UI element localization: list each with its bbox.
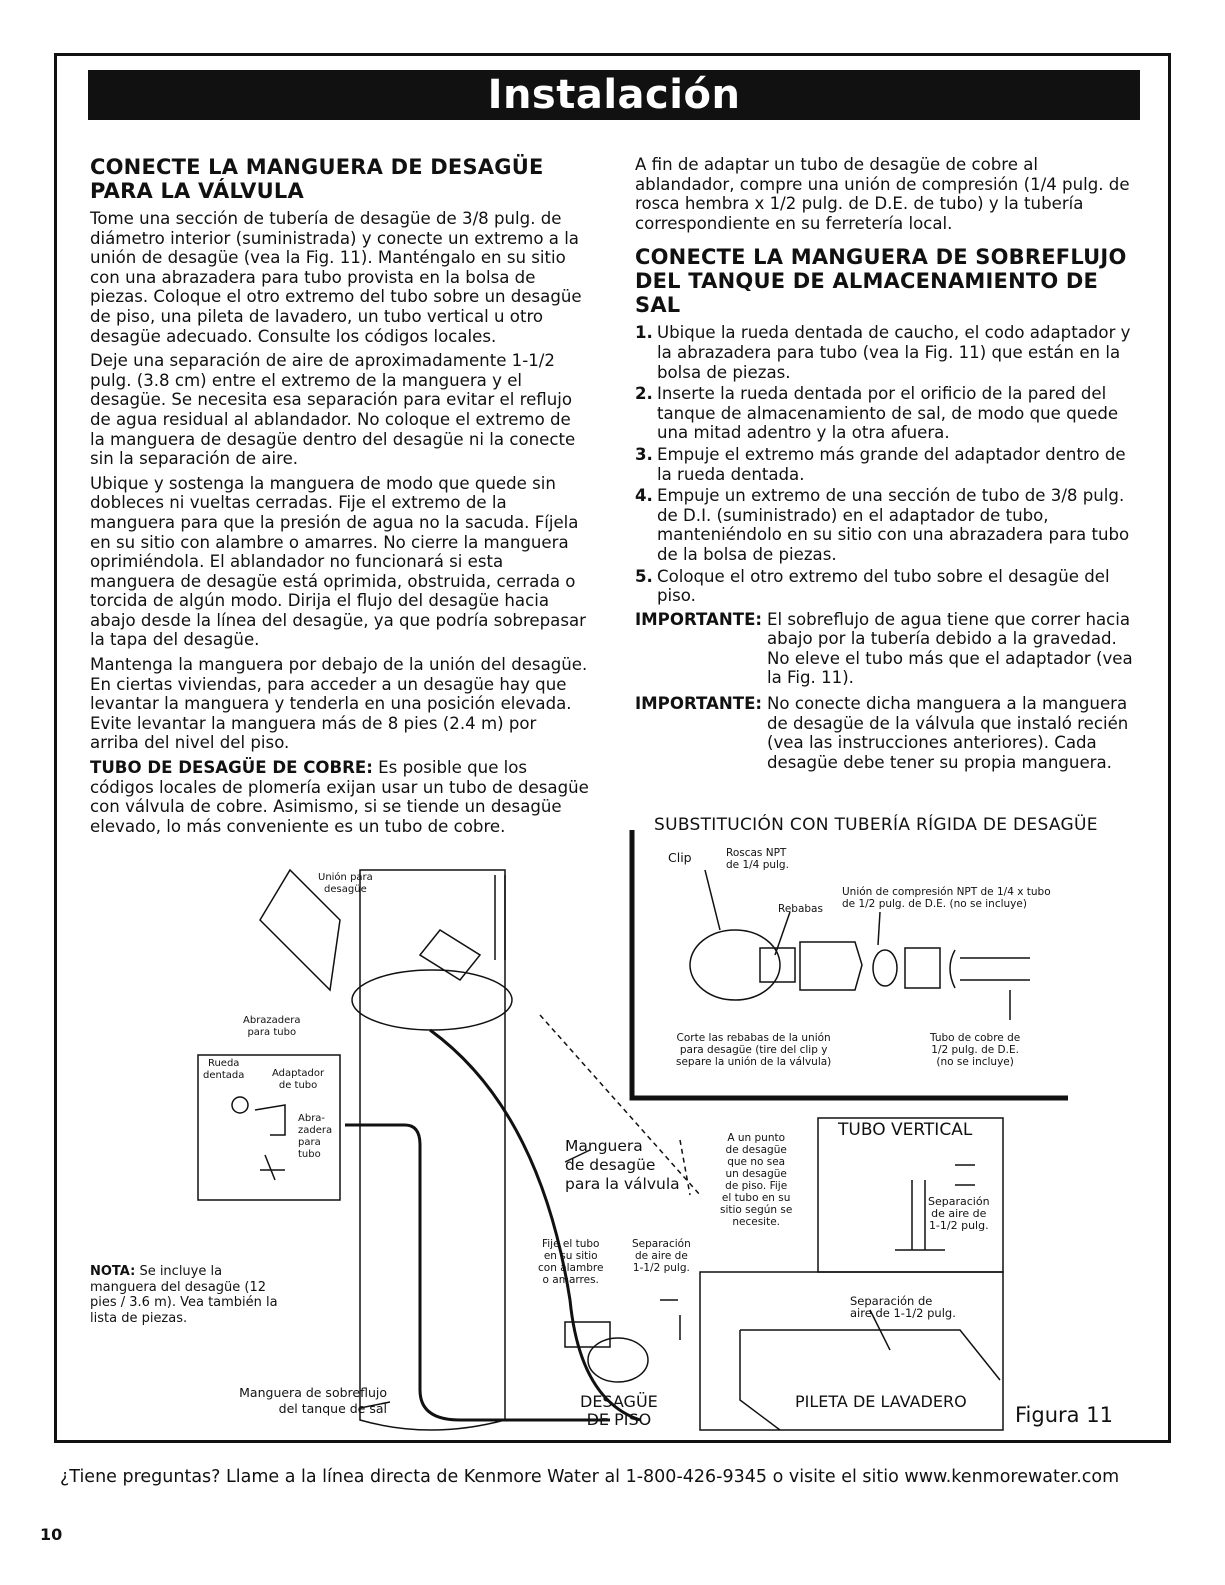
note-label: NOTA: [90,1264,136,1279]
label-pileta: PILETA DE LAVADERO [795,1392,967,1411]
figure-caption: Figura 11 [1015,1403,1113,1427]
list-item: 3. Empuje el extremo más grande del adaptador dentro de la rueda dentada. [635,444,1126,484]
label-tubo-vertical: TUBO VERTICAL [838,1120,973,1140]
list-item: 1. Ubique la rueda dentada de caucho, el codo adaptador y la abrazadera para tubo (vea la Fig. 11) que están en la bolsa de piezas. [635,323,1131,382]
copper-text: Es posible que los códigos locales de plomería exijan usar un tubo de desagüe con válvula de cobre. Asimismo, si se tiende un desagüe elevado, lo más conveniente es un tubo de cobre. [90,758,589,836]
list-item: 2. Inserte la rueda dentada por el orificio de la pared del tanque de almacenamiento de sal, de modo que quede una mitad adentro y la otra afuera. [635,384,1119,443]
label-abra-zadera: Abra- zadera para tubo [298,1113,333,1160]
paragraph: Deje una separación de aire de aproximadamente 1-1/2 pulg. (3.8 cm) entre el extremo de la manguera y el desagüe. Se necesita esa separación para evitar el reflujo de agua residual al ablandador. No coloque el extremo de la manguera de desagüe dentro del desagüe ni la conecte sin la separación de aire. [90,351,576,469]
important-note: IMPORTANTE: El sobreflujo de agua tiene que correr hacia abajo por la tubería debido a la gravedad. No eleve el tubo más que el adaptador (vea la Fig. 11). [635,609,1133,688]
copper-lead: TUBO DE DESAGÜE DE COBRE: [90,758,373,778]
paragraph: A fin de adaptar un tubo de desagüe de cobre al ablandador, compre una unión de compresión (1/4 pulg. de rosca hembra x 1/2 pulg. de D.E. de tubo) y la tubería correspondiente en su ferretería local. [635,155,1130,233]
note [90,1264,290,1326]
label-union-compresion: Unión de compresión NPT de 1/4 x tubo de 1/2 pulg. de D.E. (no se incluye) [842,886,1051,910]
paragraph: Mantenga la manguera por debajo de la unión del desagüe. En ciertas viviendas, para acceder a un desagüe hay que levantar la manguera y tenderla en una posición elevada. Evite levantar la manguera más de 8 pies (2.4 m) por arriba del nivel del piso. [90,655,588,753]
important-note: IMPORTANTE: No conecte dicha manguera a la manguera de desagüe de la válvula que instaló recién (vea las instrucciones anteriores). Cada desagüe debe tener su propia manguera. [635,694,1129,772]
footer-contact: ¿Tiene preguntas? Llame a la línea directa de Kenmore Water al 1-800-426-9345 o visite el sitio www.kenmorewater.com [60,1467,1120,1487]
section-banner: Instalación [88,70,1140,120]
inset-title: SUBSTITUCIÓN CON TUBERÍA RÍGIDA DE DESAGÜE [654,815,1098,835]
label-sep-piso: Separación de aire de 1-1/2 pulg. [632,1238,691,1274]
heading-drain-hose: CONECTE LA MANGUERA DE DESAGÜE PARA LA VÁLVULA [90,155,544,203]
note-text: Se incluye la manguera del desagüe (12 pies / 3.6 m). Vea también la lista de piezas. [90,1264,278,1326]
paragraph: Tome una sección de tubería de desagüe de 3/8 pulg. de diámetro interior (suministrada) y conecte un extremo a la unión de desagüe (vea la Fig. 11). Manténgalo en su sitio con una abrazadera para tubo provista en la bolsa de piezas. Coloque el otro extremo del tubo sobre un desagüe de piso, una pileta de lavadero, un tubo vertical u otro desagüe adecuado. Consulte los códigos locales. [90,209,582,346]
paragraph: Ubique y sostenga la manguera de modo que quede sin dobleces ni vueltas cerradas. Fije el extremo de la manguera para que la presión de agua no la sacuda. Fíjela en su sitio con alambre o amarres. No cierre la manguera oprimiéndola. El ablandador no funcionará si esta manguera de desagüe está oprimida, obstruida, cerrada o torcida de algún modo. Dirija el flujo del desagüe hacia abajo desde la línea del desagüe, ya que podría sobrepasar la tapa del desagüe. [90,473,586,650]
label-sep-vertical: Separación de aire de 1-1/2 pulg. [928,1195,990,1232]
heading-overflow-hose: CONECTE LA MANGUERA DE SOBREFLUJO DEL TANQUE DE ALMACENAMIENTO DE SAL [635,245,1127,318]
label-rebabas: Rebabas [778,903,823,915]
page-number: 10 [40,1525,63,1544]
label-fije: Fije el tubo en su sitio con alambre o amarres. [538,1238,604,1286]
label-rueda: Rueda dentada [203,1058,245,1081]
label-desague-piso: DESAGÜE DE PISO [580,1392,658,1429]
label-abrazadera: Abrazadera para tubo [243,1015,301,1038]
label-corte: Corte las rebabas de la unión para desagüe (tire del clip y separe la unión de la válvula) [676,1032,832,1068]
label-sobreflujo: Manguera de sobreflujo del tanque de sal [239,1385,387,1416]
label-roscas: Roscas NPT de 1/4 pulg. [726,847,789,871]
label-clip: Clip [668,850,692,865]
label-tubo-cobre: Tubo de cobre de 1/2 pulg. de D.E. (no se incluye) [930,1032,1021,1068]
list-item: 5. Coloque el otro extremo del tubo sobre el desagüe del piso. [635,566,1110,606]
label-adaptador: Adaptador de tubo [272,1068,325,1091]
list-item: 4. Empuje un extremo de una sección de tubo de 3/8 pulg. de D.I. (suministrado) en el adaptador de tubo, manteniéndolo en su sitio con una abrazadera para tubo de la bolsa de piezas. [635,486,1130,564]
label-manguera-valvula: Manguera de desagüe para la válvula [565,1137,680,1193]
label-punto-desague: A un punto de desagüe que no sea un desagüe de piso. Fije el tubo en su sitio según se necesite. [720,1132,793,1228]
label-union-desague: Unión para desagüe [318,872,373,895]
label-sep-pileta: Separación de aire de 1-1/2 pulg. [850,1294,956,1320]
